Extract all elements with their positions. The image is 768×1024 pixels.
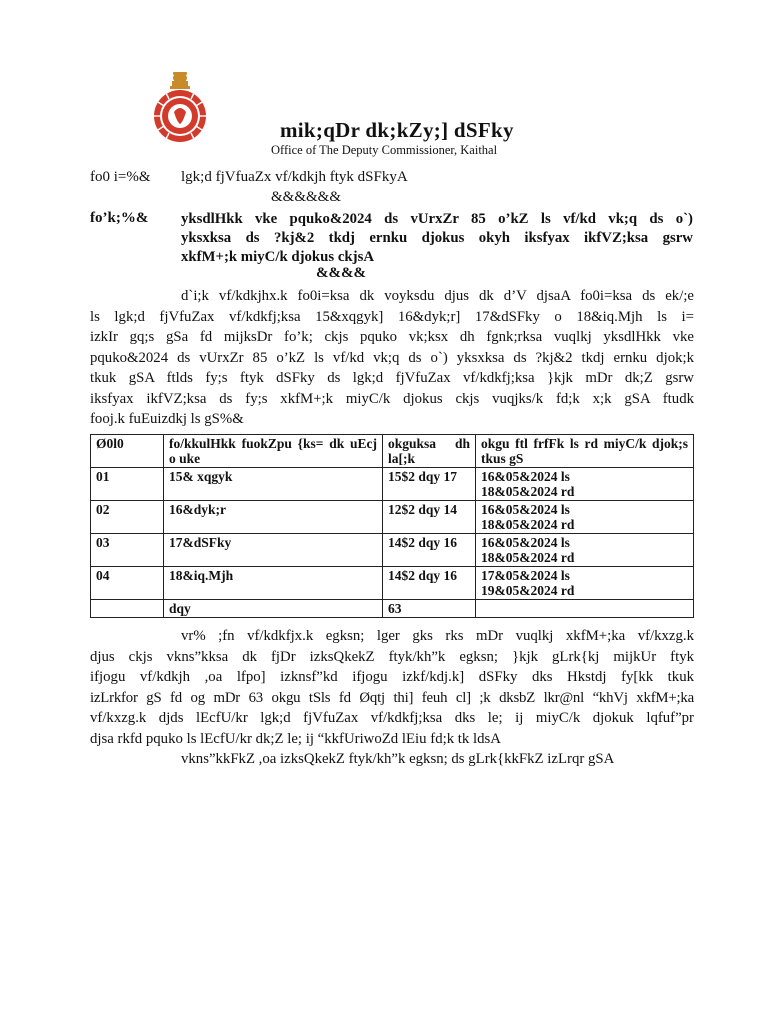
closing-line: ifjogu vf/kdkjh ,oa lfpo] izknsf”kd ifjogu izkf/kdj.k] dSFky dks Hkstdj fy[kk tkuk [90, 669, 694, 685]
table-cell: dqy [164, 600, 383, 618]
date-from: 16&05&2024 ls [481, 535, 570, 550]
date-to: 18&05&2024 rd [481, 550, 575, 565]
table-cell: 04 [91, 567, 164, 600]
table-header-cell: fo/kkulHkk fuokZpu {ks= dk uEcj o uke [164, 435, 383, 468]
haryana-emblem-icon [140, 68, 220, 144]
subject-separator: &&&& [316, 265, 366, 281]
ref-label: fo0 i=%& [90, 169, 151, 185]
table-cell: 15& xqgyk [164, 468, 383, 501]
closing-line: djsa rkfd pquko ls lEcfU/kr dk;Z le; ij “kkfUriwoZd lEiu fd;k tk ldsA [90, 730, 501, 747]
date-from: 16&05&2024 ls [481, 502, 570, 517]
body-line: tkuk gSA ftlds fy;s ftyk dSFky ds lgk;d fjVfuZax vf/kdkfj;ksa }kjk mDr dk;Z gsrw [90, 370, 694, 386]
body-line: iksfyax ikfVZ;ksa ds fy;s xkfM+;k miyC/k djokus ckjs vuqjks/k fd;k x;k gSA ftudk [90, 390, 694, 407]
date-to: 19&05&2024 rd [481, 583, 575, 598]
table-cell: 63 [383, 600, 476, 618]
subject-line-2: yksxksa ds ?kj&2 tkdj ernku djokus okyh iksfyax ikfVZ;ksa gsrw [181, 230, 693, 246]
office-subtitle: Office of The Deputy Commissioner, Kaithal [271, 143, 498, 157]
table-cell: 01 [91, 468, 164, 501]
ref-separator: &&&&&& [271, 189, 342, 205]
body-line: fooj.k fuEuizdkj ls gS%& [90, 411, 244, 427]
table-header-cell: okguksa dh la[;k [383, 435, 476, 468]
table-cell [476, 534, 694, 567]
table-row [91, 567, 694, 600]
table-cell [476, 600, 694, 618]
table-cell: 16&dyk;r [164, 501, 383, 534]
table-cell: 14$2 dqy 16 [383, 567, 476, 600]
table-header-row [91, 435, 694, 468]
body-paragraph [90, 286, 694, 430]
vehicle-allocation-table [90, 434, 694, 618]
subject-line-1: yksdlHkk vke pquko&2024 ds vUrxZr 85 o’kZ ls vf/kd vk;q ds o`) [181, 211, 693, 227]
table-cell: 18&iq.Mjh [164, 567, 383, 600]
date-to: 18&05&2024 rd [481, 484, 575, 499]
table-cell: 15$2 dqy 17 [383, 468, 476, 501]
subject-label: fo’k;%& [90, 210, 149, 226]
body-line: d`i;k vf/kdkjhx.k fo0i=ksa dk voyksdu djus dk d’V djsaA fo0i=ksa ds ek/;e [181, 288, 694, 304]
closing-line: vr% ;fn vf/kdkfjx.k egksn; lger gks rks mDr vuqlkj xkfM+;ka vf/kxzg.k [181, 628, 694, 644]
table-row [91, 468, 694, 501]
table-cell: 03 [91, 534, 164, 567]
table-cell: 17&dSFky [164, 534, 383, 567]
date-from: 17&05&2024 ls [481, 568, 570, 583]
closing-line: vkns”kkFkZ ,oa izksQkekZ ftyk/kh”k egksn; ds gLrk{kkFkZ izLrqr gSA [181, 751, 615, 767]
table-cell [476, 567, 694, 600]
subject-text [181, 210, 693, 267]
table-cell: 14$2 dqy 16 [383, 534, 476, 567]
subject-line-3: xkfM+;k miyC/k djokus ckjsA [181, 249, 375, 265]
table-header-cell: Ø0l0 [91, 435, 164, 468]
closing-line: izLrkfor gS fd og mDr 63 okgu tSls fd Øqtj thi] feuh cl] ;k dksbZ lkr@nl “khVj xkfM+;ka [90, 689, 694, 706]
closing-paragraph [90, 626, 694, 770]
date-from: 16&05&2024 ls [481, 469, 570, 484]
table-cell [476, 468, 694, 501]
table-cell: 12$2 dqy 14 [383, 501, 476, 534]
table-total-row [91, 600, 694, 618]
body-line: izkIr gq;s gSa fd mijksDr fo’k; ckjs pquko vk;ksx dh fgnk;rksa vuqlkj yksdlHkk vke [90, 329, 694, 345]
table-row [91, 501, 694, 534]
ref-value: lgk;d fjVfuaZx vf/kdkjh ftyk dSFkyA [181, 169, 408, 185]
table-cell: 02 [91, 501, 164, 534]
table-cell [91, 600, 164, 618]
body-line: ls lgk;d fjVfuZax vf/kdkfj;ksa 15&xqgyk] 16&dyk;r] 17&dSFky o 18&iq.Mjh ls i= [90, 308, 694, 325]
closing-line: djus ckjs vkns”kksa dk fjDr izksQkekZ ftyk/kh”k egksn; }kjk gLrk{kj mijkUr ftyk [90, 648, 694, 665]
table-row [91, 534, 694, 567]
date-to: 18&05&2024 rd [481, 517, 575, 532]
closing-line: vf/kxzg.k djds lEcfU/kr lgk;d fjVfuZax vf/kdkfj;ksa dks le; ij miyC/k djokuk lqfuf”pr [90, 710, 694, 726]
table-header-cell: okgu ftl frfFk ls rd miyC/k djok;s tkus gS [476, 435, 694, 468]
body-line: pquko&2024 ds vUrxZr 85 o’kZ ls vf/kd vk;q ds o`) yksxksa ds ?kj&2 tkdj ernku djok;k [90, 349, 694, 366]
table-cell [476, 501, 694, 534]
office-title: mik;qDr dk;kZy;] dSFky [280, 118, 514, 142]
